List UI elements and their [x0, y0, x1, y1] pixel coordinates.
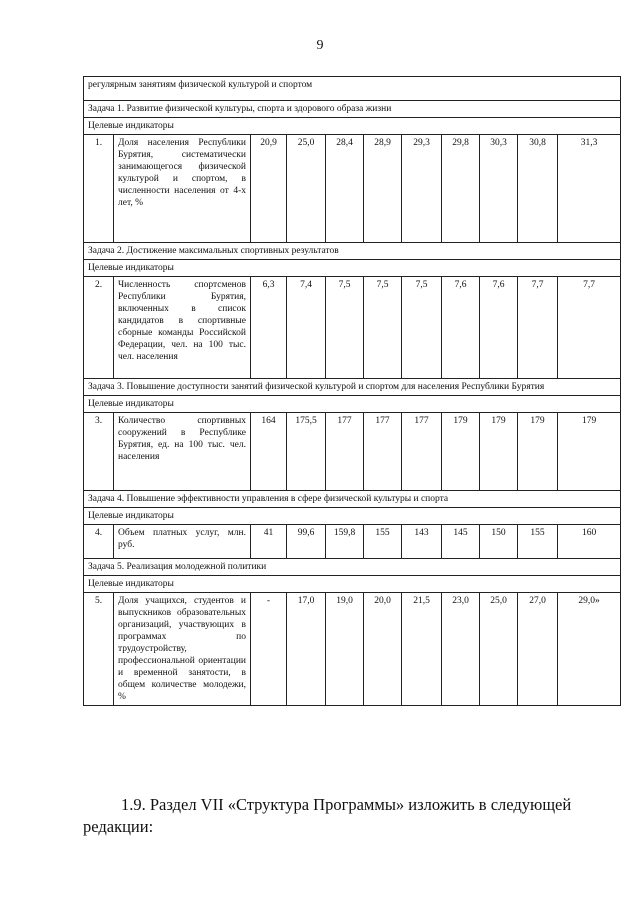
page-number: 9	[316, 38, 324, 53]
indicator-value: 7,7	[558, 277, 621, 379]
indicator-value: -	[251, 593, 287, 706]
subheader-title: Целевые индикаторы	[84, 396, 621, 413]
subheader-row	[84, 260, 621, 277]
task-row	[84, 101, 621, 118]
table-row	[84, 277, 621, 379]
indicator-value: 28,4	[326, 135, 364, 243]
indicator-name: Количество спортивных сооружений в Республике Бурятия, ед. на 100 тыс. чел. населения	[114, 413, 251, 491]
indicator-value: 179	[558, 413, 621, 491]
table-row	[84, 135, 621, 243]
task-row	[84, 559, 621, 576]
indicator-value: 30,3	[480, 135, 518, 243]
task-title: Задача 2. Достижение максимальных спортивных результатов	[84, 243, 621, 260]
table-row	[84, 593, 621, 706]
indicator-value: 7,5	[364, 277, 402, 379]
indicator-value: 179	[518, 413, 558, 491]
indicator-value: 160	[558, 525, 621, 559]
indicator-name: Доля населения Республики Бурятия, систематически занимающегося физической культурой и спортом, в численности населения от 4-х лет, %	[114, 135, 251, 243]
indicator-value: 177	[402, 413, 442, 491]
indicator-name: Доля учащихся, студентов и выпускников образовательных организаций, участвующих в программах по трудоустройству, профессиональной ориентации и временной занятости, в общем количестве молодежи, %	[114, 593, 251, 706]
subheader-title: Целевые индикаторы	[84, 576, 621, 593]
table-row	[84, 413, 621, 491]
task-row	[84, 379, 621, 396]
indicator-value: 29,3	[402, 135, 442, 243]
indicators-table	[83, 76, 621, 706]
indicator-value: 7,5	[326, 277, 364, 379]
indicator-value: 29,0»	[558, 593, 621, 706]
indicator-value: 20,0	[364, 593, 402, 706]
indicator-name: Объем платных услуг, млн. руб.	[114, 525, 251, 559]
header-row-text: регулярным занятиям физической культурой и спортом	[84, 77, 621, 101]
indicator-value: 28,9	[364, 135, 402, 243]
task-row	[84, 243, 621, 260]
indicator-value: 7,6	[442, 277, 480, 379]
indicator-value: 21,5	[402, 593, 442, 706]
indicator-value: 7,7	[518, 277, 558, 379]
indicator-value: 27,0	[518, 593, 558, 706]
indicator-value: 155	[518, 525, 558, 559]
indicator-value: 145	[442, 525, 480, 559]
indicator-value: 159,8	[326, 525, 364, 559]
subheader-title: Целевые индикаторы	[84, 260, 621, 277]
subheader-row	[84, 576, 621, 593]
indicator-value: 20,9	[251, 135, 287, 243]
task-title: Задача 1. Развитие физической культуры, спорта и здорового образа жизни	[84, 101, 621, 118]
task-title: Задача 3. Повышение доступности занятий физической культурой и спортом для населения Республики Бурятия	[84, 379, 621, 396]
indicator-value: 31,3	[558, 135, 621, 243]
subheader-row	[84, 396, 621, 413]
body-paragraph: 1.9. Раздел VII «Структура Программы» изложить в следующей редакции:	[83, 795, 572, 836]
table-row	[84, 525, 621, 559]
indicator-value: 143	[402, 525, 442, 559]
row-number: 3.	[84, 413, 114, 491]
subheader-title: Целевые индикаторы	[84, 118, 621, 135]
header-row	[84, 77, 621, 101]
indicator-value: 150	[480, 525, 518, 559]
row-number: 2.	[84, 277, 114, 379]
indicator-value: 177	[364, 413, 402, 491]
indicator-value: 17,0	[287, 593, 326, 706]
indicator-value: 179	[480, 413, 518, 491]
indicator-value: 30,8	[518, 135, 558, 243]
indicator-value: 6,3	[251, 277, 287, 379]
subheader-title: Целевые индикаторы	[84, 508, 621, 525]
indicator-value: 164	[251, 413, 287, 491]
indicator-value: 177	[326, 413, 364, 491]
indicator-value: 25,0	[287, 135, 326, 243]
task-title: Задача 5. Реализация молодежной политики	[84, 559, 621, 576]
indicator-value: 179	[442, 413, 480, 491]
indicator-value: 41	[251, 525, 287, 559]
task-title: Задача 4. Повышение эффективности управления в сфере физической культуры и спорта	[84, 491, 621, 508]
indicator-value: 155	[364, 525, 402, 559]
indicator-value: 29,8	[442, 135, 480, 243]
indicator-value: 23,0	[442, 593, 480, 706]
indicator-value: 25,0	[480, 593, 518, 706]
indicator-value: 175,5	[287, 413, 326, 491]
indicator-value: 7,4	[287, 277, 326, 379]
indicator-value: 99,6	[287, 525, 326, 559]
subheader-row	[84, 118, 621, 135]
task-row	[84, 491, 621, 508]
row-number: 4.	[84, 525, 114, 559]
indicator-value: 7,6	[480, 277, 518, 379]
row-number: 5.	[84, 593, 114, 706]
indicator-name: Численность спортсменов Республики Бурятия, включенных в список кандидатов в спортивные сборные команды Российской Федерации, чел. на 100 тыс. чел. населения	[114, 277, 251, 379]
indicator-value: 7,5	[402, 277, 442, 379]
indicator-value: 19,0	[326, 593, 364, 706]
row-number: 1.	[84, 135, 114, 243]
subheader-row	[84, 508, 621, 525]
